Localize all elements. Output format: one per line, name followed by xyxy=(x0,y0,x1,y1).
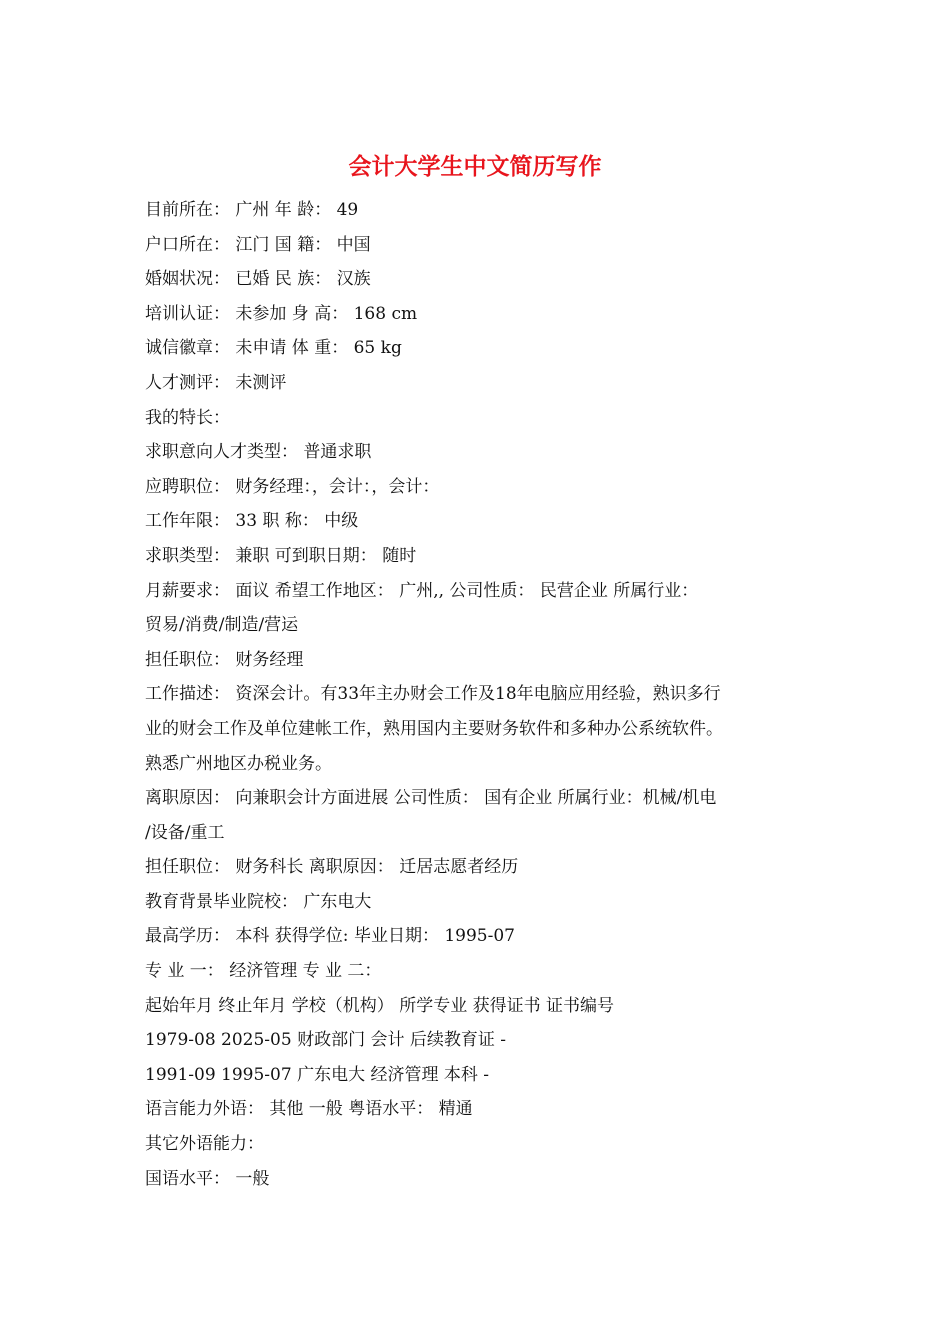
line-salary: 月薪要求： 面议 希望工作地区： 广州,, 公司性质： 民营企业 所属行业： xyxy=(145,580,699,601)
line-education-school: 教育背景毕业院校： 广东电大 xyxy=(145,891,372,912)
line-leaving-reason: 离职原因： 向兼职会计方面进展 公司性质： 国有企业 所属行业：机械/机电 xyxy=(145,788,717,809)
line-work-description: 工作描述： 资深会计。有33年主办财会工作及18年电脑应用经验，熟识多行 xyxy=(145,684,721,705)
line-specialties: 我的特长： xyxy=(145,407,230,428)
line-mandarin: 国语水平： 一般 xyxy=(145,1168,270,1189)
line-language: 语言能力外语： 其他 一般 粤语水平： 精通 xyxy=(145,1099,473,1120)
line-hukou: 户口所在： 江门 国 籍： 中国 xyxy=(145,234,371,255)
line-job-type: 求职类型： 兼职 可到职日期： 随时 xyxy=(145,545,417,566)
line-other-language: 其它外语能力： xyxy=(145,1134,264,1155)
line-talent-assessment: 人才测评： 未测评 xyxy=(145,372,287,393)
line-highest-degree: 最高学历： 本科 获得学位: 毕业日期： 1995-07 xyxy=(145,926,515,947)
line-training: 培训认证： 未参加 身 高： 168 cm xyxy=(145,303,418,324)
line-marital-status: 婚姻状况： 已婚 民 族： 汉族 xyxy=(145,269,371,290)
document-title: 会计大学生中文简历写作 xyxy=(348,154,602,180)
line-work-description-cont: 业的财会工作及单位建帐工作，熟用国内主要财务软件和多种办公系统软件。 xyxy=(145,718,723,739)
line-industry: 贸易/消费/制造/营运 xyxy=(145,615,299,636)
line-work-years: 工作年限： 33 职 称： 中级 xyxy=(145,511,359,532)
line-education-header: 起始年月 终止年月 学校（机构） 所学专业 获得证书 证书编号 xyxy=(145,995,615,1016)
line-position-held-2: 担任职位： 财务科长 离职原因： 迁居志愿者经历 xyxy=(145,857,519,878)
line-work-description-end: 熟悉广州地区办税业务。 xyxy=(145,753,332,774)
line-integrity-badge: 诚信徽章： 未申请 体 重： 65 kg xyxy=(145,338,402,359)
line-job-intent-type: 求职意向人才类型： 普通求职 xyxy=(145,442,372,463)
line-industry-cont: /设备/重工 xyxy=(145,822,225,843)
line-position-held: 担任职位： 财务经理 xyxy=(145,649,304,670)
resume-body xyxy=(145,193,815,1196)
line-current-location: 目前所在： 广州 年 龄： 49 xyxy=(145,200,359,220)
line-education-row-2: 1991-09 1995-07 广东电大 经济管理 本科 - xyxy=(145,1064,490,1085)
line-applied-position: 应聘职位： 财务经理：，会计：，会计： xyxy=(145,476,440,497)
line-education-row-1: 1979-08 2025-05 财政部门 会计 后续教育证 - xyxy=(145,1030,507,1051)
line-majors: 专 业 一： 经济管理 专 业 二： xyxy=(145,961,382,982)
